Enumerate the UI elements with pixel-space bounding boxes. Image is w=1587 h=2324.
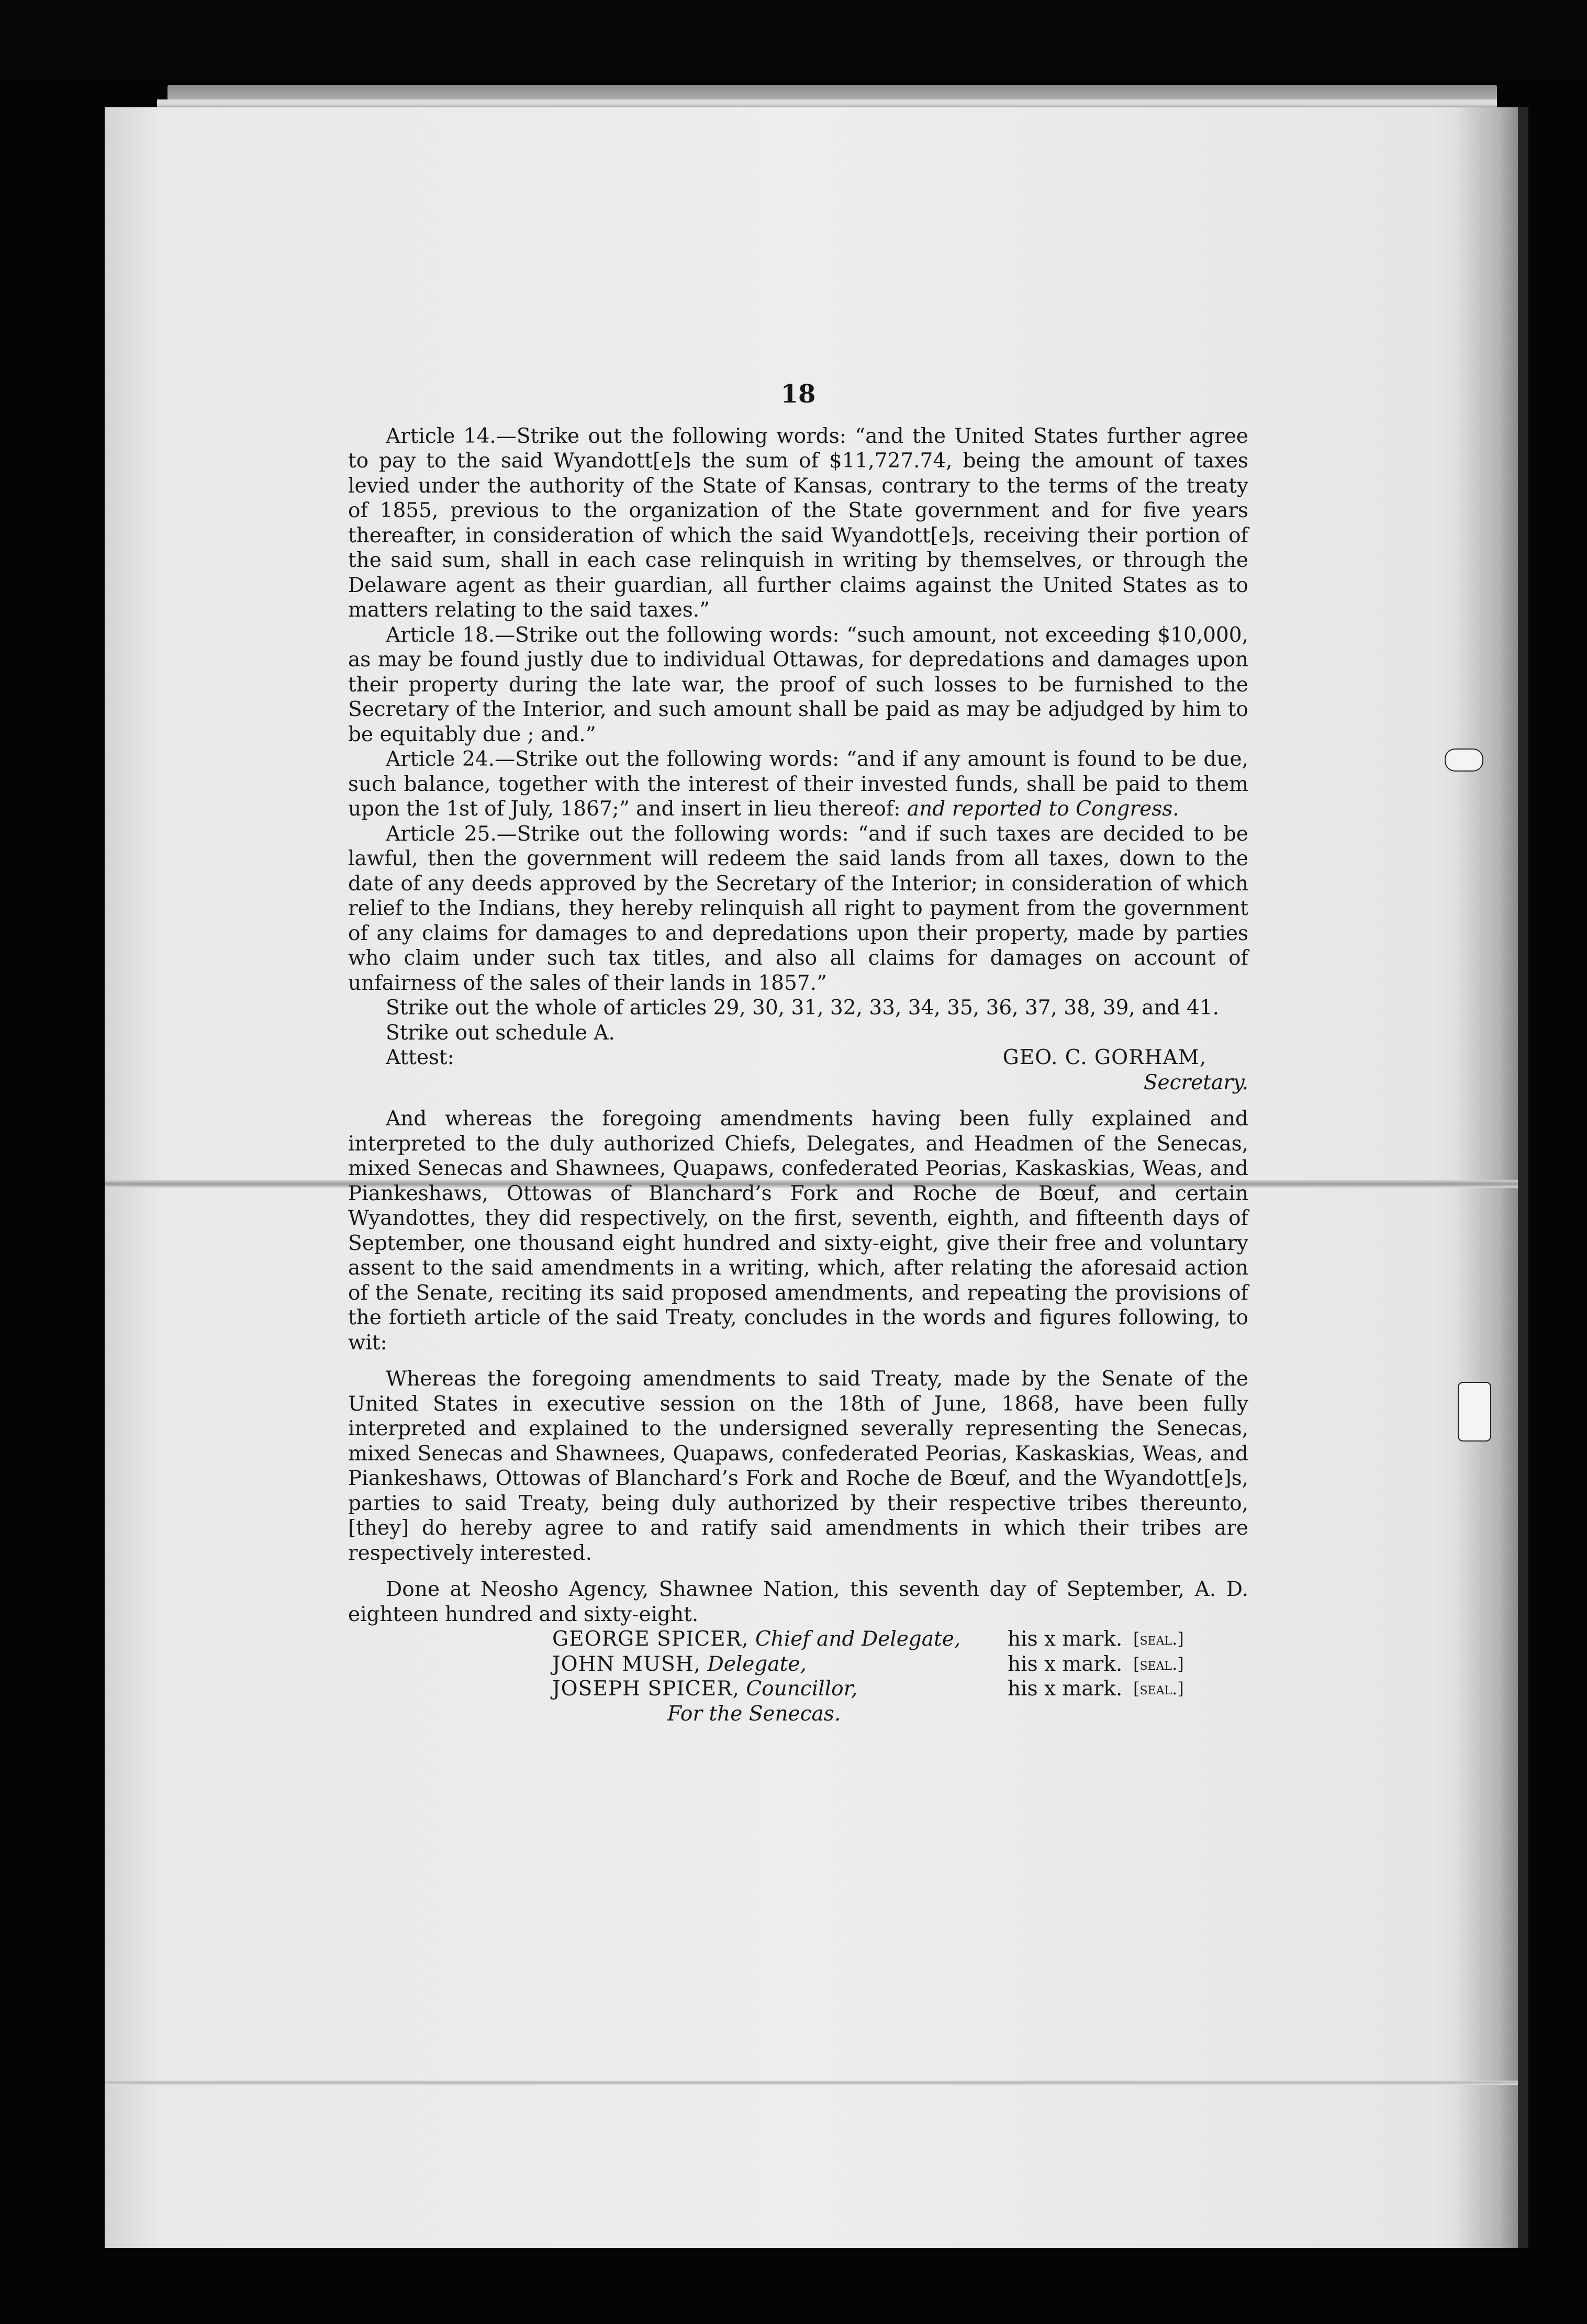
signer-name: GEORGE SPICER, (552, 1627, 749, 1651)
article-24-text: Article 24.—Strike out the following words: “and if any amount is found to be due, such balance, together with the interest of their invested funds, shall be paid to them upon the 1st of July, 1867;” and insert in lieu thereof: (348, 747, 1248, 821)
signer-role: Delegate, (707, 1652, 807, 1676)
signers-tribe: For the Senecas. (667, 1702, 841, 1726)
signer-mark: his x mark. (1008, 1677, 1123, 1701)
signer-seal: [seal.] (1133, 1653, 1184, 1674)
page-bottom-fold (105, 2081, 1518, 2085)
attest-name: GEO. C. GORHAM, (1002, 1046, 1206, 1069)
signer-role: Chief and Delegate, (755, 1627, 961, 1651)
signature-row (348, 1627, 1248, 1652)
signer-mark: his x mark. (1008, 1652, 1123, 1676)
paper-tab-upper (1445, 748, 1483, 772)
article-24-paragraph (348, 747, 1248, 822)
signer-name: JOSEPH SPICER, (552, 1677, 740, 1701)
signer-seal: [seal.] (1133, 1679, 1184, 1699)
done-at-paragraph: Done at Neosho Agency, Shawnee Nation, this seventh day of September, A. D. eighteen hundred and sixty-eight. (348, 1578, 1248, 1626)
attest-row (348, 1045, 1248, 1070)
whereas-paragraph-2: Whereas the foregoing amendments to said Treaty, made by the Senate of the United States in executive session on the 18th of June, 1868, have been fully interpreted and explained to the undersigned severally representing the Senecas, mixed Senecas and Shawnees, Quapaws, confederated Peorias, Kaskaskias, Weas, and Piankeshaws, Ottowas of Blanchard’s Fork and Roche de Bœuf, and the Wyandott[e]s, parties to said Treaty, being duly authorized by their respective tribes thereunto, [they] do hereby agree to and ratify said amendments in which their tribes are respectively interested. (348, 1367, 1248, 1565)
document-text (348, 379, 1248, 1726)
article-24-insert: and reported to Congress. (907, 797, 1179, 821)
signer-name: JOHN MUSH, (552, 1652, 701, 1676)
strike-schedule-line: Strike out schedule A. (386, 1021, 615, 1045)
signer-role: Councillor, (746, 1677, 858, 1701)
paper-tab-lower (1458, 1382, 1491, 1442)
page-edge-shadow (1455, 107, 1528, 2248)
signature-row (348, 1652, 1248, 1677)
attest-label: Attest: (386, 1046, 454, 1069)
page-number: 18 (780, 379, 816, 409)
signer-seal: [seal.] (1133, 1629, 1184, 1649)
film-top-strip (0, 0, 1587, 79)
article-18-paragraph: Article 18.—Strike out the following words: “such amount, not exceeding $10,000, as may be found justly due to individual Ottawas, for depredations and damages upon their property during the late war, the proof of such losses to be furnished to the Secretary of the Interior, and such amount shall be paid as may be adjudged by him to be equitably due ; and.” (348, 623, 1248, 746)
signer-mark: his x mark. (1008, 1627, 1123, 1651)
article-14-paragraph: Article 14.—Strike out the following words: “and the United States further agree to pay to the said Wyandott[e]s the sum of $11,727.74, being the amount of taxes levied under the authority of the State of Kansas, contrary to the terms of the treaty of 1855, previous to the organization of the State government and for five years thereafter, in consideration of which the said Wyandott[e]s, receiving their portion of the said sum, shall in each case relinquish in writing by themselves, or through the Delaware agent as their guardian, all further claims against the United States as to matters relating to the said taxes.” (348, 424, 1248, 622)
article-25-paragraph: Article 25.—Strike out the following words: “and if such taxes are decided to be lawful, then the government will redeem the said lands from all taxes, down to the date of any deeds approved by the Secretary of the Interior; in consideration of which relief to the Indians, they hereby relinquish all right to payment from the government of any claims for damages to and depredations upon their property, made by parties who claim under such tax titles, and also all claims for damages on account of unfairness of the sales of their lands in 1857.” (348, 822, 1248, 995)
signature-row (348, 1677, 1248, 1702)
whereas-paragraph-1: And whereas the foregoing amendments having been fully explained and interpreted to the duly authorized Chiefs, Delegates, and Headmen of the Senecas, mixed Senecas and Shawnees, Quapaws, confederated Peorias, Kaskaskias, Weas, and Piankeshaws, Ottowas of Blanchard’s Fork and Roche de Bœuf, and certain Wyandottes, they did respectively, on the first, seventh, eighth, and fifteenth days of September, one thousand eight hundred and sixty-eight, give their free and voluntary assent to the said amendments in a writing, which, after relating the aforesaid action of the Senate, reciting its said proposed amendments, and repeating the provisions of the fortieth article of the said Treaty, concludes in the words and figures following, to wit: (348, 1107, 1248, 1355)
attest-title: Secretary. (1143, 1070, 1248, 1094)
strike-articles-line: Strike out the whole of articles 29, 30, 31, 32, 33, 34, 35, 36, 37, 38, 39, and 41. (386, 996, 1220, 1020)
